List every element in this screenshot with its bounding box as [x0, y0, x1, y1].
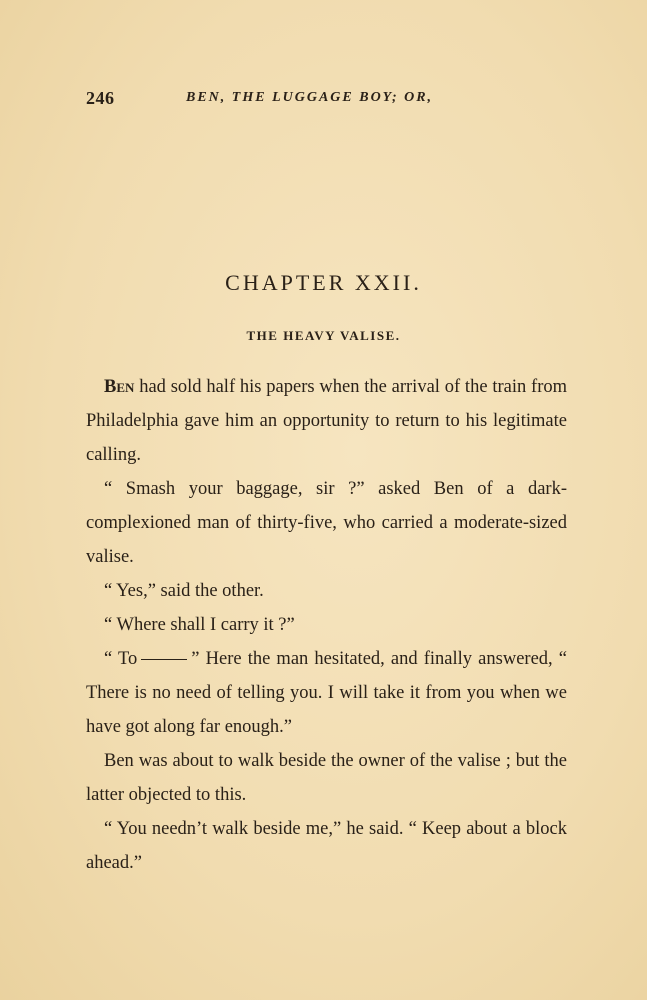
- paragraph: “ Yes,” said the other.: [104, 581, 264, 601]
- chapter-title: CHAPTER XXII.: [225, 270, 422, 295]
- paragraph-text: ” Here the man hesitated, and finally answered, “ There is no need of telling you. I will take it from you when we have got along far enough.”: [86, 649, 567, 737]
- em-dash: [141, 659, 187, 660]
- paragraph-text: “ To: [104, 649, 138, 669]
- paragraph-text: had sold half his papers when the arrival of the train from Philadelphia gave him an opportunity to return to his legitimate calling.: [86, 377, 567, 465]
- page-number: 246: [86, 88, 115, 108]
- running-head: [86, 88, 476, 112]
- drop-word: Ben: [104, 377, 135, 397]
- paragraph: “ Smash your baggage, sir ?” asked Ben of a dark-complexioned man of thirty-five, who carried a moderate-sized valise.: [86, 479, 567, 567]
- body-text: [86, 370, 567, 880]
- paragraph: [86, 370, 567, 472]
- paragraph: “ Where shall I carry it ?”: [104, 615, 295, 635]
- chapter-subtitle: THE HEAVY VALISE.: [246, 328, 401, 343]
- paragraph: Ben was about to walk beside the owner of the valise ; but the latter objected to this.: [86, 751, 567, 805]
- paragraph: [86, 642, 567, 744]
- running-title: BEN, THE LUGGAGE BOY; OR,: [186, 90, 434, 105]
- paragraph: “ You needn’t walk beside me,” he said. “ Keep about a block ahead.”: [86, 819, 567, 873]
